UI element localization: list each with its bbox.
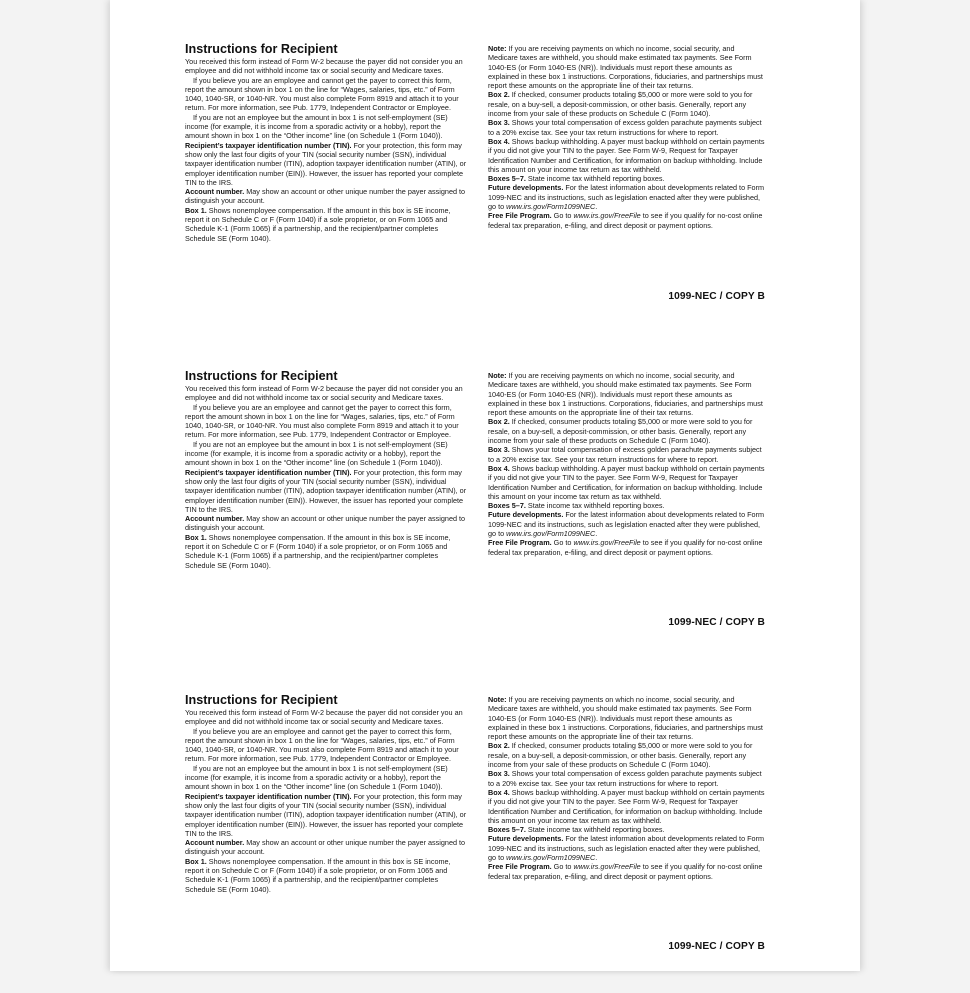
box2-text: If checked, consumer products totaling $5,000 or more were sold to you for resale, on a buy-sell, a deposit-commission, or other basis. Generally, report any income from your sale of these products on Schedule C (Form 1040). bbox=[488, 741, 753, 770]
box4-text: Shows backup withholding. A payer must backup withhold on certain payments if you did not give your TIN to the payer. See Form W-9, Request for Taxpayer Identification Number and Certification, for information on backup withholding. Include this amount on your income tax return as tax withheld. bbox=[488, 463, 765, 501]
left-column bbox=[185, 369, 467, 570]
boxes5-7-text: State income tax withheld reporting boxes. bbox=[525, 501, 665, 511]
right-column bbox=[488, 695, 765, 881]
box1-paragraph bbox=[185, 206, 467, 243]
intro-paragraph: You received this form instead of Form W-2 because the payer did not consider you an employee and did not withhold income tax or social security and Medicare taxes. bbox=[185, 708, 463, 727]
future-text: For the latest information about developments related to Form 1099-NEC and its instructions, such as legislation enacted after they were published, go to bbox=[488, 510, 765, 539]
employee-paragraph: If you believe you are an employee and cannot get the payer to correct this form, report the amount shown in box 1 on the line for “Wages, salaries, tips, etc.” of Form 1040, 1040-SR, or 1040-NR. You must also complete Form 8919 and attach it to your return. For more information, see Pub. 1779, Independent Contractor or Employee. bbox=[185, 726, 459, 764]
not-employee-paragraph: If you are not an employee but the amount in box 1 is not self-employment (SE) income (for example, it is income from a sporadic activity or a hobby), report the amount shown in box 1 on the “Other income” line (on Schedule 1 (Form 1040)). bbox=[185, 763, 448, 792]
box3-text: Shows your total compensation of excess golden parachute payments subject to a 20% excise tax. See your tax return instructions for where to report. bbox=[488, 118, 762, 137]
account-text: May show an account or other unique number the payer assigned to distinguish your account. bbox=[185, 514, 466, 533]
box2-text: If checked, consumer products totaling $5,000 or more were sold to you for resale, on a buy-sell, a deposit-commission, or other basis. Generally, report any income from your sale of these products on Schedule C (Form 1040). bbox=[488, 90, 753, 119]
form-footer-label: 1099-NEC / COPY B bbox=[668, 941, 765, 952]
box4-label: Box 4. bbox=[488, 787, 510, 797]
not-employee-paragraph: If you are not an employee but the amount in box 1 is not self-employment (SE) income (for example, it is income from a sporadic activity or a hobby), report the amount shown in box 1 on the “Other income” line (on Schedule 1 (Form 1040)). bbox=[185, 112, 448, 141]
boxes5-7-label: Boxes 5–7. bbox=[488, 825, 526, 835]
boxes5-7-text: State income tax withheld reporting boxes. bbox=[525, 174, 665, 184]
box4-text: Shows backup withholding. A payer must backup withhold on certain payments if you did not give your TIN to the payer. See Form W-9, Request for Taxpayer Identification Number and Certification, for information on backup withholding. Include this amount on your income tax return as tax withheld. bbox=[488, 136, 765, 174]
box3-label: Box 3. bbox=[488, 769, 510, 779]
freefile-link[interactable]: www.irs.gov/FreeFile bbox=[573, 862, 641, 872]
box4-paragraph bbox=[488, 137, 765, 174]
boxes5-7-label: Boxes 5–7. bbox=[488, 174, 526, 184]
account-label: Account number. bbox=[185, 187, 245, 197]
free-file-text-end: to see if you qualify for no-cost online federal tax preparation, e-filing, and direct deposit or payment options. bbox=[488, 862, 763, 881]
future-end: . bbox=[595, 202, 598, 212]
box3-text: Shows your total compensation of excess golden parachute payments subject to a 20% excise tax. See your tax return instructions for where to report. bbox=[488, 769, 762, 788]
free-file-label: Free File Program. bbox=[488, 538, 552, 548]
box3-label: Box 3. bbox=[488, 445, 510, 455]
note-label: Note: bbox=[488, 371, 507, 380]
instructions-panel-2 bbox=[185, 369, 765, 669]
box1-label: Box 1. bbox=[185, 205, 207, 215]
boxes5-7-paragraph bbox=[488, 825, 765, 834]
box1-paragraph bbox=[185, 533, 467, 570]
box4-label: Box 4. bbox=[488, 463, 510, 473]
tin-label: Recipient’s taxpayer identification number (TIN). bbox=[185, 467, 352, 477]
future-label: Future developments. bbox=[488, 510, 564, 520]
box2-paragraph bbox=[488, 741, 765, 769]
free-file-paragraph bbox=[488, 211, 765, 230]
future-developments-paragraph bbox=[488, 834, 765, 862]
form-page bbox=[110, 0, 860, 971]
tin-text: For your protection, this form may show only the last four digits of your TIN (social security number (SSN), individual taxpayer identification number (ITIN), adoption taxpayer identification number (ATIN), or employer identification number (EIN)). However, the issuer has reported your complete TIN to the IRS. bbox=[185, 791, 467, 838]
box2-text: If checked, consumer products totaling $5,000 or more were sold to you for resale, on a buy-sell, a deposit-commission, or other basis. Generally, report any income from your sale of these products on Schedule C (Form 1040). bbox=[488, 417, 753, 446]
note-text: If you are receiving payments on which no income, social security, and Medicare taxes are withheld, you should make estimated tax payments. See Form 1040-ES (or Form 1040-ES (NR)). Individuals must report these amounts as explained in these box 1 instructions. Corporations, fiduciaries, and partnerships must report these amounts on the appropriate line of their tax returns. bbox=[488, 371, 763, 418]
future-label: Future developments. bbox=[488, 183, 564, 193]
box3-text: Shows your total compensation of excess golden parachute payments subject to a 20% excise tax. See your tax return instructions for where to report. bbox=[488, 445, 762, 464]
box1-text: Shows nonemployee compensation. If the amount in this box is SE income, report it on Schedule C or F (Form 1040) if a sole proprietor, or on Form 1065 and Schedule K-1 (Form 1065) if a partnership, and the recipient/partner completes Schedule SE (Form 1040). bbox=[185, 856, 451, 894]
instructions-panel-3 bbox=[185, 693, 765, 993]
box3-paragraph bbox=[488, 445, 765, 464]
box1-text: Shows nonemployee compensation. If the amount in this box is SE income, report it on Schedule C or F (Form 1040) if a sole proprietor, or on Form 1065 and Schedule K-1 (Form 1065) if a partnership, and the recipient/partner completes Schedule SE (Form 1040). bbox=[185, 205, 451, 243]
right-column bbox=[488, 371, 765, 557]
note-label: Note: bbox=[488, 695, 507, 704]
box2-paragraph bbox=[488, 417, 765, 445]
box3-label: Box 3. bbox=[488, 118, 510, 128]
freefile-link[interactable]: www.irs.gov/FreeFile bbox=[573, 211, 641, 221]
future-label: Future developments. bbox=[488, 834, 564, 844]
account-text: May show an account or other unique number the payer assigned to distinguish your account. bbox=[185, 838, 466, 857]
note-paragraph bbox=[488, 44, 765, 90]
free-file-paragraph bbox=[488, 538, 765, 557]
account-paragraph bbox=[185, 187, 467, 206]
box1-paragraph bbox=[185, 857, 467, 894]
form1099nec-link[interactable]: www.irs.gov/Form1099NEC bbox=[506, 529, 596, 539]
intro-paragraph: You received this form instead of Form W-2 because the payer did not consider you an employee and did not withhold income tax or social security and Medicare taxes. bbox=[185, 384, 463, 403]
box2-label: Box 2. bbox=[488, 417, 510, 427]
future-end: . bbox=[595, 529, 598, 539]
box3-paragraph bbox=[488, 118, 765, 137]
freefile-link[interactable]: www.irs.gov/FreeFile bbox=[573, 538, 641, 548]
left-column bbox=[185, 693, 467, 894]
tin-paragraph bbox=[185, 468, 467, 514]
box3-paragraph bbox=[488, 769, 765, 788]
box2-label: Box 2. bbox=[488, 741, 510, 751]
tin-text: For your protection, this form may show only the last four digits of your TIN (social security number (SSN), individual taxpayer identification number (ITIN), adoption taxpayer identification number (ATIN), or employer identification number (EIN)). However, the issuer has reported your complete TIN to the IRS. bbox=[185, 140, 467, 187]
tin-paragraph bbox=[185, 792, 467, 838]
intro-paragraph: You received this form instead of Form W-2 because the payer did not consider you an employee and did not withhold income tax or social security and Medicare taxes. bbox=[185, 57, 463, 76]
form-footer-label: 1099-NEC / COPY B bbox=[668, 291, 765, 302]
boxes5-7-label: Boxes 5–7. bbox=[488, 501, 526, 511]
note-text: If you are receiving payments on which no income, social security, and Medicare taxes are withheld, you should make estimated tax payments. See Form 1040-ES (or Form 1040-ES (NR)). Individuals must report these amounts as explained in these box 1 instructions. Corporations, fiduciaries, and partnerships must report these amounts on the appropriate line of their tax returns. bbox=[488, 44, 763, 91]
note-paragraph bbox=[488, 695, 765, 741]
employee-paragraph: If you believe you are an employee and cannot get the payer to correct this form, report the amount shown in box 1 on the line for “Wages, salaries, tips, etc.” of Form 1040, 1040-SR, or 1040-NR. You must also complete Form 8919 and attach it to your return. For more information, see Pub. 1779, Independent Contractor or Employee. bbox=[185, 402, 459, 440]
box2-label: Box 2. bbox=[488, 90, 510, 100]
not-employee-paragraph: If you are not an employee but the amount in box 1 is not self-employment (SE) income (for example, it is income from a sporadic activity or a hobby), report the amount shown in box 1 on the “Other income” line (on Schedule 1 (Form 1040)). bbox=[185, 439, 448, 468]
account-paragraph bbox=[185, 838, 467, 857]
tin-text: For your protection, this form may show only the last four digits of your TIN (social security number (SSN), individual taxpayer identification number (ITIN), adoption taxpayer identification number (ATIN), or employer identification number (EIN)). However, the issuer has reported your complete TIN to the IRS. bbox=[185, 467, 467, 514]
free-file-text-end: to see if you qualify for no-cost online federal tax preparation, e-filing, and direct deposit or payment options. bbox=[488, 211, 763, 230]
account-text: May show an account or other unique number the payer assigned to distinguish your account. bbox=[185, 187, 466, 206]
note-label: Note: bbox=[488, 44, 507, 53]
account-label: Account number. bbox=[185, 514, 245, 524]
instructions-title: Instructions for Recipient bbox=[185, 42, 338, 56]
box1-text: Shows nonemployee compensation. If the amount in this box is SE income, report it on Schedule C or F (Form 1040) if a sole proprietor, or on Form 1065 and Schedule K-1 (Form 1065) if a partnership, and the recipient/partner completes Schedule SE (Form 1040). bbox=[185, 532, 451, 570]
free-file-text-end: to see if you qualify for no-cost online federal tax preparation, e-filing, and direct deposit or payment options. bbox=[488, 538, 763, 557]
tin-label: Recipient’s taxpayer identification number (TIN). bbox=[185, 791, 352, 801]
future-text: For the latest information about developments related to Form 1099-NEC and its instructions, such as legislation enacted after they were published, go to bbox=[488, 183, 765, 212]
account-label: Account number. bbox=[185, 838, 245, 848]
boxes5-7-paragraph bbox=[488, 501, 765, 510]
boxes5-7-text: State income tax withheld reporting boxes. bbox=[525, 825, 665, 835]
box4-paragraph bbox=[488, 464, 765, 501]
form1099nec-link[interactable]: www.irs.gov/Form1099NEC bbox=[506, 202, 596, 212]
box4-text: Shows backup withholding. A payer must backup withhold on certain payments if you did not give your TIN to the payer. See Form W-9, Request for Taxpayer Identification Number and Certification, for information on backup withholding. Include this amount on your income tax return as tax withheld. bbox=[488, 787, 765, 825]
box1-label: Box 1. bbox=[185, 532, 207, 542]
boxes5-7-paragraph bbox=[488, 174, 765, 183]
right-column bbox=[488, 44, 765, 230]
free-file-paragraph bbox=[488, 862, 765, 881]
free-file-label: Free File Program. bbox=[488, 862, 552, 872]
free-file-label: Free File Program. bbox=[488, 211, 552, 221]
box2-paragraph bbox=[488, 90, 765, 118]
form-footer-label: 1099-NEC / COPY B bbox=[668, 617, 765, 628]
account-paragraph bbox=[185, 514, 467, 533]
free-file-text: Go to bbox=[551, 538, 574, 548]
future-developments-paragraph bbox=[488, 510, 765, 538]
instructions-title: Instructions for Recipient bbox=[185, 369, 338, 383]
future-end: . bbox=[595, 853, 598, 863]
note-text: If you are receiving payments on which no income, social security, and Medicare taxes are withheld, you should make estimated tax payments. See Form 1040-ES (or Form 1040-ES (NR)). Individuals must report these amounts as explained in these box 1 instructions. Corporations, fiduciaries, and partnerships must report these amounts on the appropriate line of their tax returns. bbox=[488, 695, 763, 742]
free-file-text: Go to bbox=[551, 862, 574, 872]
employee-paragraph: If you believe you are an employee and cannot get the payer to correct this form, report the amount shown in box 1 on the line for “Wages, salaries, tips, etc.” of Form 1040, 1040-SR, or 1040-NR. You must also complete Form 8919 and attach it to your return. For more information, see Pub. 1779, Independent Contractor or Employee. bbox=[185, 75, 459, 113]
instructions-title: Instructions for Recipient bbox=[185, 693, 338, 707]
future-developments-paragraph bbox=[488, 183, 765, 211]
tin-paragraph bbox=[185, 141, 467, 187]
box4-label: Box 4. bbox=[488, 136, 510, 146]
note-paragraph bbox=[488, 371, 765, 417]
instructions-panel-1 bbox=[185, 42, 765, 342]
box1-label: Box 1. bbox=[185, 856, 207, 866]
free-file-text: Go to bbox=[551, 211, 574, 221]
tin-label: Recipient’s taxpayer identification number (TIN). bbox=[185, 140, 352, 150]
future-text: For the latest information about developments related to Form 1099-NEC and its instructions, such as legislation enacted after they were published, go to bbox=[488, 834, 765, 863]
left-column bbox=[185, 42, 467, 243]
box4-paragraph bbox=[488, 788, 765, 825]
form1099nec-link[interactable]: www.irs.gov/Form1099NEC bbox=[506, 853, 596, 863]
